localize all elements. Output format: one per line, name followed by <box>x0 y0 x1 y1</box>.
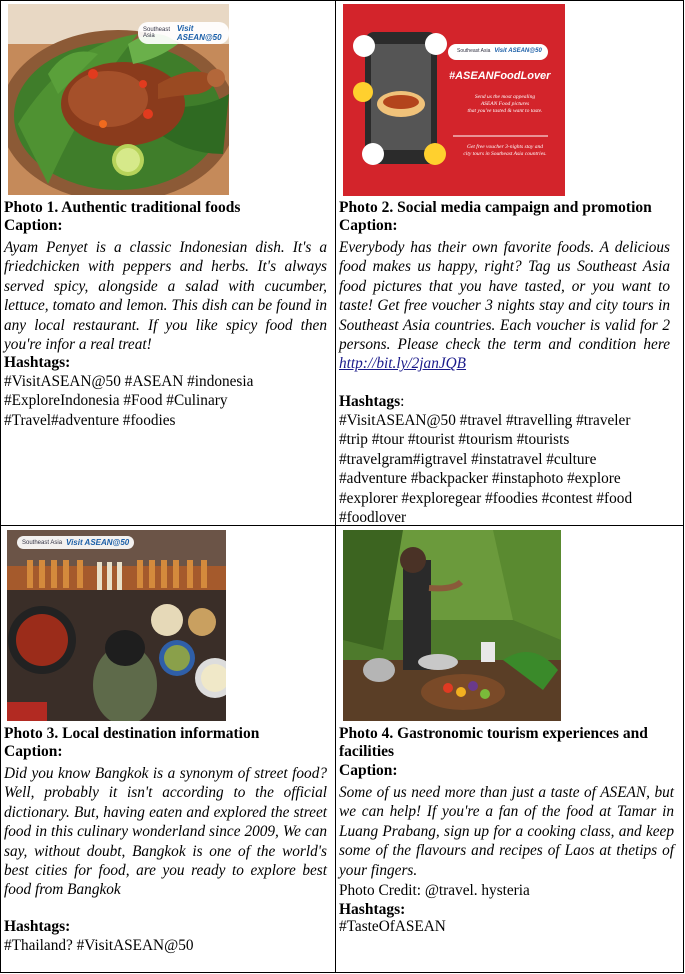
photo-4-caption: Some of us need more than just a taste of ASEAN, but we can help! If you're a fan of the food at Tamar in Luang Prabang, sign up for a cooking class, and keep some of the flavours and recipes of Laos at thetips of your fingers. <box>339 784 674 879</box>
visit-asean-logo: Southeast Asia Visit ASEAN@50 <box>138 22 229 44</box>
hashtag-line: #VisitASEAN@50 #travel #travelling #traveler <box>339 412 631 429</box>
hashtag-line: #travelgram#igtravel #instatravel #culture <box>339 450 597 468</box>
hashtag-line: #TasteOfASEAN <box>339 918 446 935</box>
photo-3-caption-label: Caption: <box>4 743 63 760</box>
photo-1-title: Photo 1. Authentic traditional foods <box>4 199 241 216</box>
photo-4-title: Photo 4. Gastronomic tourism experiences and facilities <box>339 725 648 760</box>
photo-2-image <box>343 4 565 196</box>
visit-asean-logo: Southeast Asia Visit ASEAN@50 <box>17 536 134 549</box>
poster-voucher-text: Get free voucher 3-nights stay and city tours in Southeast Asia countries. <box>463 144 547 157</box>
hashtag-line: #VisitASEAN@50 #ASEAN #indonesia <box>4 373 254 390</box>
photo-4-credit: Photo Credit: @travel. hysteria <box>339 882 530 899</box>
street-food-stall-illustration <box>7 530 226 721</box>
photo-4-image <box>343 530 561 721</box>
photo-4-caption-label: Caption: <box>339 762 398 779</box>
photo-3-hashtags <box>4 936 194 955</box>
voucher-terms-link[interactable]: http://bit.ly/2janJQB <box>339 355 467 373</box>
hashtag-line: #trip #tour #tourist #tourism #tourists <box>339 431 570 449</box>
hashtag-line: #foodlover <box>339 509 407 527</box>
photo-1-caption-label: Caption: <box>4 217 63 234</box>
column-divider <box>335 0 336 973</box>
hashtag-line: #Travel#adventure #foodies <box>4 411 176 429</box>
photo-4-hashtags <box>339 917 446 936</box>
photo-1-hashtags <box>4 372 253 430</box>
photo-2-hashtags <box>339 411 632 527</box>
poster-text: Send us the most appealing ASEAN Food pictures that you've tasted & want to taste. <box>467 94 543 114</box>
photo-1-hashtags-label: Hashtags: <box>4 354 71 371</box>
hashtag-line: #explorer #exploregear #foodies #contest #food <box>339 489 633 507</box>
photo-2-hashtags-label: Hashtags: <box>339 393 405 410</box>
photo-3-title: Photo 3. Local destination information <box>4 725 260 742</box>
photo-2-title: Photo 2. Social media campaign and promotion <box>339 199 652 216</box>
photo-3-image <box>7 530 226 721</box>
photo-2-caption-label: Caption: <box>339 217 398 234</box>
cooking-class-illustration <box>343 530 561 721</box>
photo-1-image <box>8 4 229 195</box>
hashtag-line: #adventure #backpacker #instaphoto #explore <box>339 470 621 488</box>
photo-3-hashtags-label: Hashtags: <box>4 918 71 935</box>
poster-hashtag: #ASEANFoodLover <box>449 70 551 82</box>
hashtag-line: #Thailand? #VisitASEAN@50 <box>4 937 194 954</box>
visit-asean-logo: Southeast Asia Visit ASEAN@50 <box>453 47 546 55</box>
photo-2-caption: Everybody has their own favorite foods. A delicious food makes us happy, right? Tag us Southeast Asia food pictures that you have tasted, or you want to taste! Get free voucher 3 nights stay and city tours in Southeast Asia countries. Each voucher is valid for 2 persons. Please check the term and condition here http://bit.ly/2janJQB <box>339 239 670 373</box>
photo-3-caption: Did you know Bangkok is a synonym of street food? Well, probably it isn't according to the official dictionary. But, having eaten and explored the street food in this culinary wonderland since 2009, We can say, without doubt, Bangkok is one of the world's best cities for food, are you ready to explore best food from Bangkok <box>4 765 327 899</box>
photo-4-hashtags-label: Hashtags: <box>339 901 406 918</box>
hashtag-line: #ExploreIndonesia #Food #Culinary <box>4 392 228 410</box>
photo-1-caption: Ayam Penyet is a classic Indonesian dish. It's a friedchicken with peppers and herbs. It's always served spicy, alongside a salad with cucumber, lettuce, tomato and lemon. This dish can be found in any local restaurant. If you like spicy food then you're infor a real treat! <box>4 239 327 354</box>
